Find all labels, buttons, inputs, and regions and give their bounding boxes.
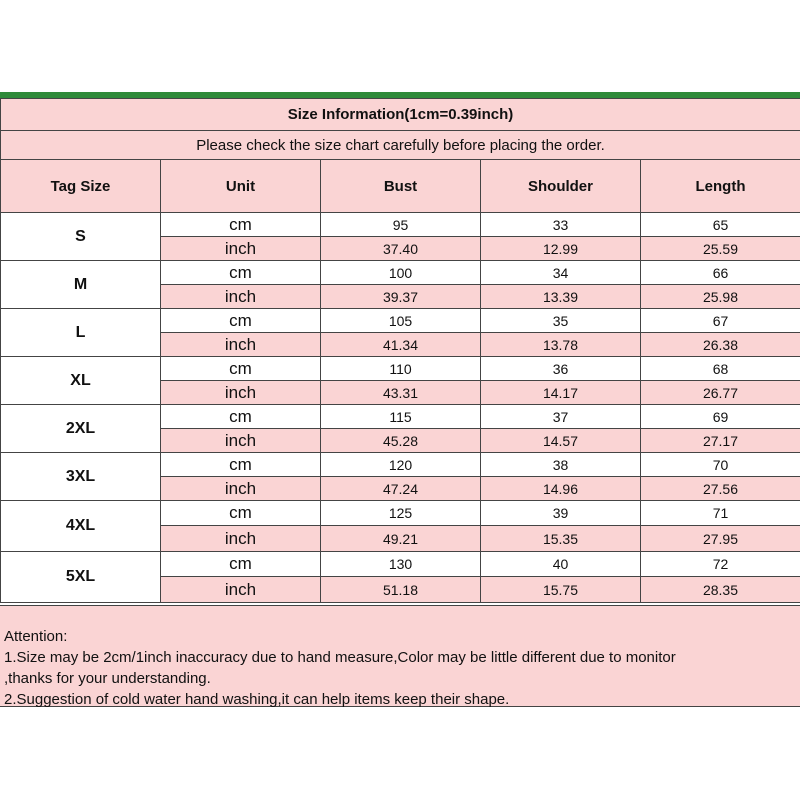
tag-size-cell: M [1,261,161,309]
length-cell: 28.35 [641,577,800,603]
shoulder-cell: 14.57 [481,429,641,453]
unit-cell: cm [161,261,321,285]
unit-cell: cm [161,213,321,237]
bust-cell: 120 [321,453,481,477]
shoulder-cell: 37 [481,405,641,429]
shoulder-cell: 15.35 [481,526,641,552]
unit-cell: cm [161,453,321,477]
header-shoulder: Shoulder [481,160,641,213]
attention-notes [0,605,800,707]
bust-cell: 115 [321,405,481,429]
length-cell: 65 [641,213,800,237]
bust-cell: 47.24 [321,477,481,501]
table-row [1,357,800,381]
table-row [1,453,800,477]
bust-cell: 41.34 [321,333,481,357]
unit-cell: inch [161,381,321,405]
bust-cell: 37.40 [321,237,481,261]
length-cell: 66 [641,261,800,285]
shoulder-cell: 39 [481,501,641,526]
header-bust: Bust [321,160,481,213]
bust-cell: 43.31 [321,381,481,405]
unit-cell: inch [161,526,321,552]
table-subtitle: Please check the size chart carefully before placing the order. [1,131,800,160]
bust-cell: 125 [321,501,481,526]
shoulder-cell: 13.39 [481,285,641,309]
shoulder-cell: 14.96 [481,477,641,501]
unit-cell: cm [161,357,321,381]
shoulder-cell: 36 [481,357,641,381]
bust-cell: 45.28 [321,429,481,453]
unit-cell: cm [161,501,321,526]
table-row [1,405,800,429]
shoulder-cell: 34 [481,261,641,285]
length-cell: 70 [641,453,800,477]
table-row [1,501,800,526]
shoulder-cell: 35 [481,309,641,333]
length-cell: 27.95 [641,526,800,552]
bust-cell: 49.21 [321,526,481,552]
tag-size-cell: XL [1,357,161,405]
shoulder-cell: 12.99 [481,237,641,261]
tag-size-cell: 4XL [1,501,161,552]
tag-size-cell: L [1,309,161,357]
length-cell: 72 [641,552,800,577]
tag-size-cell: 2XL [1,405,161,453]
tag-size-cell: S [1,213,161,261]
bust-cell: 51.18 [321,577,481,603]
header-length: Length [641,160,800,213]
bust-cell: 110 [321,357,481,381]
shoulder-cell: 13.78 [481,333,641,357]
bust-cell: 105 [321,309,481,333]
size-table [0,98,800,603]
unit-cell: cm [161,552,321,577]
note-line: Attention: [4,628,68,645]
header-unit: Unit [161,160,321,213]
bust-cell: 100 [321,261,481,285]
length-cell: 27.17 [641,429,800,453]
note-line: 1.Size may be 2cm/1inch inaccuracy due to hand measure,Color may be little different due to monitor [4,649,676,666]
tag-size-cell: 3XL [1,453,161,501]
length-cell: 68 [641,357,800,381]
unit-cell: cm [161,309,321,333]
unit-cell: inch [161,237,321,261]
length-cell: 26.38 [641,333,800,357]
shoulder-cell: 40 [481,552,641,577]
note-line: 2.Suggestion of cold water hand washing,it can help items keep their shape. [4,691,510,708]
table-row [1,552,800,577]
unit-cell: inch [161,285,321,309]
table-row [1,309,800,333]
length-cell: 25.59 [641,237,800,261]
length-cell: 27.56 [641,477,800,501]
length-cell: 26.77 [641,381,800,405]
length-cell: 71 [641,501,800,526]
shoulder-cell: 14.17 [481,381,641,405]
tag-size-cell: 5XL [1,552,161,603]
size-chart [0,98,800,603]
shoulder-cell: 15.75 [481,577,641,603]
header-tag-size: Tag Size [1,160,161,213]
table-title: Size Information(1cm=0.39inch) [1,99,800,131]
shoulder-cell: 33 [481,213,641,237]
unit-cell: cm [161,405,321,429]
shoulder-cell: 38 [481,453,641,477]
bust-cell: 130 [321,552,481,577]
unit-cell: inch [161,477,321,501]
unit-cell: inch [161,333,321,357]
bust-cell: 95 [321,213,481,237]
length-cell: 25.98 [641,285,800,309]
table-row [1,261,800,285]
length-cell: 67 [641,309,800,333]
table-row [1,213,800,237]
unit-cell: inch [161,429,321,453]
bust-cell: 39.37 [321,285,481,309]
note-line: ,thanks for your understanding. [4,670,211,687]
length-cell: 69 [641,405,800,429]
unit-cell: inch [161,577,321,603]
